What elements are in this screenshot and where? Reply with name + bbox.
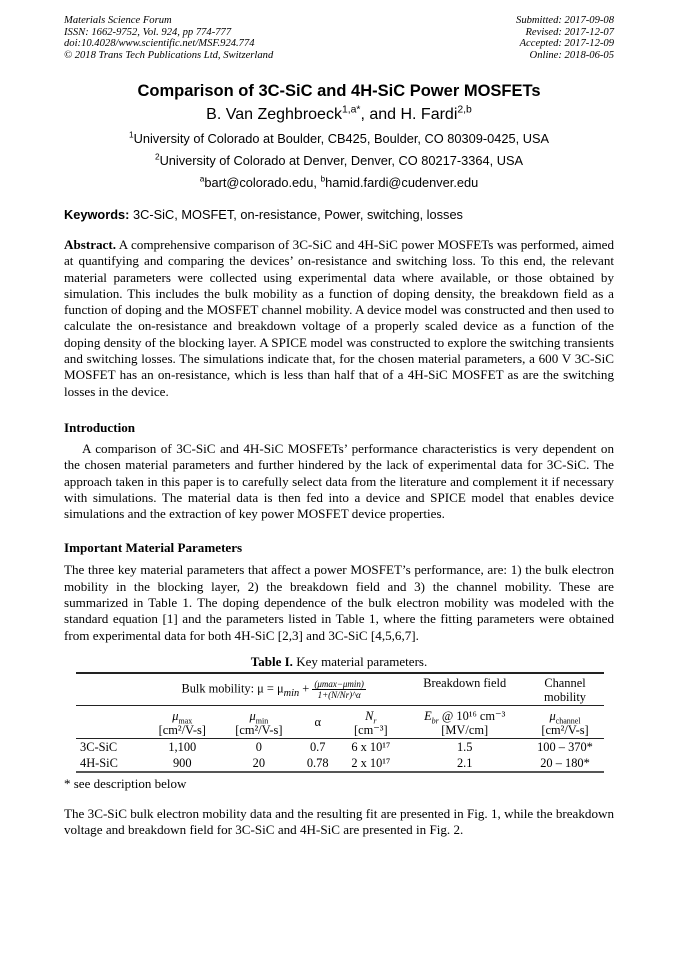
unit: [MV/cm] [441,722,489,737]
sub: br [431,716,439,726]
bulk-eq: Bulk mobility: μ = μ [181,681,284,696]
cell: 900 [172,755,192,770]
copyright: © 2018 Trans Tech Publications Ltd, Switzerland [64,49,274,61]
aff-sup: 2 [154,151,160,162]
intro-text: A comparison of 3C-SiC and 4H-SiC MOSFETs’ performance characteristics is very dependent on the chosen material parameters and further hindered by the lack of experimental data for 3C-SiC. The approach taken in this paper is to carefully select data from the literature and complement it if necessary with simulations. The material data is then fed into a device and SPICE model that enables device simulations and the extraction of key power MOSFET device properties. [64,440,614,522]
sub: r [373,716,377,726]
sym: μ [549,708,556,723]
caption-label: Table I. [250,653,293,669]
col-mu-channel [526,705,604,738]
author-2: , and H. Fardi [360,106,458,123]
abstract-text: A comprehensive comparison of 3C-SiC and 4H-SiC power MOSFETs was performed, aimed at quantifying and comparing the devices’ on-resistance and switching loss. To this end, the relevant material parameters were collected using experimental data where available, or those obtained by simulation. This includes the bulk mobility as a function of doping density, the breakdown field as a function of doping and the MOSFET channel mobility. A device model was constructed and then used to calculate the on-resistance and breakdown voltage of a properly scaled device as a function of the doping density of the blocking layer. A SPICE model was constructed to explore the switching transients and switching losses. The simulations indicate that, for the chosen material parameters, a 600 V 3C-SiC MOSFET has an on-resistance, which is less than half that of a 4H-SiC MOSFET as are the switching losses in the device. [64,237,614,399]
col-mu-max [144,705,221,738]
col-nr [338,705,403,738]
aff-sup: 1 [128,129,134,140]
revised-date: Revised: 2017-12-07 [525,26,614,38]
paper-body [0,81,678,839]
aff-text: University of Colorado at Denver, Denver, CO 80217-3364, USA [159,153,524,168]
cell: 0.7 [309,739,326,754]
table-footnote: * see description below [64,775,187,791]
sym: E [424,708,432,723]
col-ebr [403,705,526,738]
unit: [cm²/V-s] [541,722,589,737]
row-name: 4H-SiC [80,755,118,770]
intro-heading: Introduction [64,419,136,435]
table-row [76,738,604,755]
accepted-date: Accepted: 2017-12-09 [519,38,614,50]
cell: 6 x 10¹⁷ [351,739,391,754]
dates-info [516,15,614,61]
online-date: Online: 2018-06-05 [529,49,614,61]
cell: 20 – 180* [540,755,590,770]
channel-header: Channel mobility [544,675,586,704]
abstract [64,237,614,400]
cell: 1.5 [456,739,473,754]
author-1: B. Van Zeghbroeck [206,106,342,123]
affiliation-2 [0,153,678,169]
fraction-num: (μmax−μmin) [314,679,364,690]
authors [0,105,678,125]
col-mu-min [221,705,298,738]
submitted-date: Submitted: 2017-09-08 [516,15,614,26]
author-2-sup: 2,b [457,104,472,116]
sub: channel [555,716,581,726]
sym: μ [249,708,256,723]
keywords [64,207,614,223]
table-row [76,755,604,772]
cell: 100 – 370* [537,739,593,754]
unit: [cm²/V-s] [235,722,283,737]
author-1-sup: 1,a* [341,104,361,116]
sub: min [255,716,269,726]
email-a[interactable]: bart@colorado.edu, [204,175,321,190]
material-parameters-table [76,672,604,773]
closing-paragraph: The 3C-SiC bulk electron mobility data and the resulting fit are presented in Fig. 1, while the breakdown voltage and breakdown field for 3C-SiC and 4H-SiC are presented in Fig. 2. [64,805,614,838]
aff-text: University of Colorado at Boulder, CB425, Boulder, CO 80309-0425, USA [133,131,550,146]
email-sup: b [320,173,326,184]
affiliation-1 [0,131,678,147]
issn: ISSN: 1662-9752, Vol. 924, pp 774-777 [64,26,232,38]
abstract-label: Abstract. [64,237,116,252]
bulk-mobility-header [144,673,403,706]
keywords-text: 3C-SiC, MOSFET, on-resistance, Power, switching, losses [129,207,463,222]
caption-text: Key material parameters. [292,653,428,669]
cell: 20 [252,755,266,770]
breakdown-header: Breakdown field [423,675,507,690]
doi: doi:10.4028/www.scientific.net/MSF.924.774 [64,38,255,50]
fraction-den: 1+(N/Nr)^α [317,690,361,701]
journal-info [64,15,273,61]
cell: 2.1 [456,755,473,770]
extra: @ 10¹⁶ cm⁻³ [438,708,506,723]
emails [0,175,678,191]
sym: μ [172,708,179,723]
unit: [cm⁻³] [353,722,388,737]
bulk-eq-sub: min [283,688,300,700]
cell: 2 x 10¹⁷ [351,755,391,770]
cell: 0 [255,739,262,754]
journal-name: Materials Science Forum [64,15,172,26]
cell: 0.78 [306,755,329,770]
materials-text: The three key material parameters that affect a power MOSFET’s performance, are: 1) the bulk electron mobility in the blocking layer, 2) the breakdown field and 3) the channel mobility. These are summarized in Table 1. The doping dependence of the bulk electron mobility was modeled with the standard equation [1] and the parameters listed in Table 1, where the fitting parameters were obtained from experimental data for both 4H-SiC [2,3] and 3C-SiC [4,5,6,7]. [64,562,614,643]
sub: max [178,716,193,726]
cell: 1,100 [168,739,197,754]
col-alpha: α [314,714,321,729]
paper-title: Comparison of 3C-SiC and 4H-SiC Power MOSFETs [137,82,541,100]
table-caption [0,654,678,670]
keywords-label: Keywords: [64,207,130,222]
row-name: 3C-SiC [80,739,118,754]
email-b[interactable]: hamid.fardi@cudenver.edu [325,175,479,190]
email-sup: a [199,173,205,184]
bulk-eq-fraction [312,679,366,700]
bulk-eq-plus: + [299,681,313,696]
unit: [cm²/V-s] [158,722,206,737]
materials-heading: Important Material Parameters [64,540,243,556]
sym: N [365,708,374,723]
